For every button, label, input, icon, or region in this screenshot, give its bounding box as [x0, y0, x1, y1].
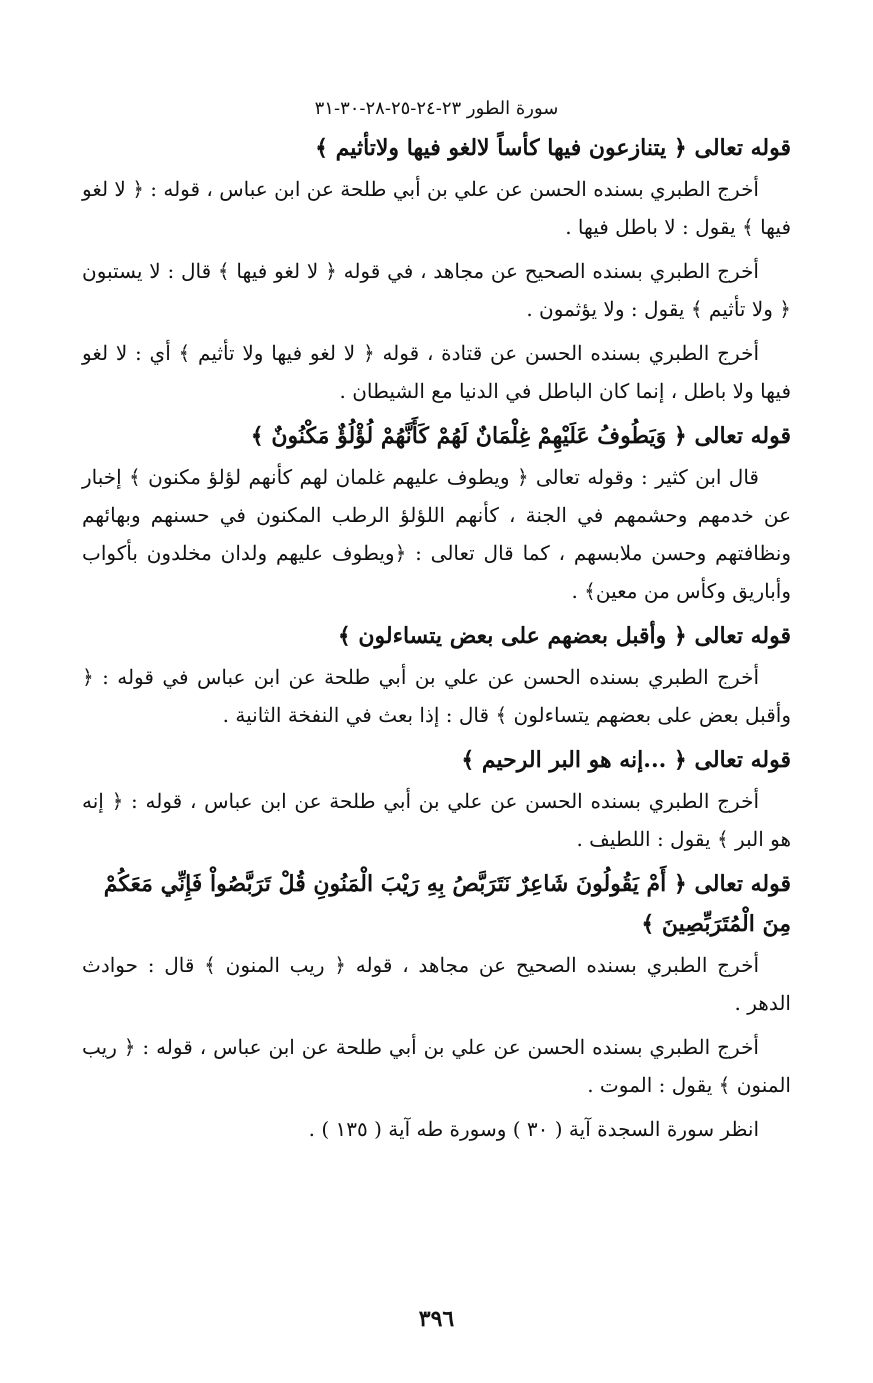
running-header: سورة الطور ٢٣-٢٤-٢٥-٢٨-٣٠-٣١: [314, 98, 559, 119]
section-2: [82, 416, 791, 610]
section-heading: قوله تعالى ﴿ وأقبل بعضهم على بعض يتساءلون ﴾: [337, 623, 791, 649]
cross-reference-note: انظر سورة السجدة آية ( ٣٠ ) وسورة طه آية ( ١٣٥ ) .: [308, 1117, 759, 1141]
paragraph: أخرج الطبري بسنده الحسن عن علي بن أبي طلحة عن ابن عباس في قوله : ﴿ وأقبل بعض على بعضهم يتساءلون ﴾ قال : إذا بعث في النفخة الثانية .: [82, 665, 791, 727]
section-1: [82, 128, 791, 410]
paragraph: أخرج الطبري بسنده الحسن عن علي بن أبي طلحة عن ابن عباس ، قوله : ﴿ لا لغو فيها ﴾ يقول : لا باطل فيها .: [82, 177, 791, 239]
paragraph: أخرج الطبري بسنده الصحيح عن مجاهد ، في قوله ﴿ لا لغو فيها ﴾ قال : لا يستبون ﴿ ولا تأثيم ﴾ يقول : ولا يؤثمون .: [82, 259, 791, 321]
section-heading: قوله تعالى ﴿ وَيَطُوفُ عَلَيْهِمْ غِلْمَانٌ لَهُمْ كَأَنَّهُمْ لُؤْلُؤٌ مَكْنُونٌ ﴾: [250, 423, 791, 449]
section-3: [82, 616, 791, 734]
paragraph: قال ابن كثير : وقوله تعالى ﴿ ويطوف عليهم غلمان لهم كأنهم لؤلؤ مكنون ﴾ إخبار عن خدمهم وحشمهم في الجنة ، كأنهم اللؤلؤ الرطب المكنون في حسنهم وبهائهم ونظافتهم وحسن ملابسهم ، كما قال تعالى : ﴿ويطوف عليهم ولدان مخلدون بأكواب وأباريق وكأس من معين﴾ .: [82, 465, 791, 603]
paragraph: أخرج الطبري بسنده الحسن عن قتادة ، قوله ﴿ لا لغو فيها ولا تأثيم ﴾ أي : لا لغو فيها ولا باطل ، إنما كان الباطل في الدنيا مع الشيطان .: [82, 341, 791, 403]
paragraph: أخرج الطبري بسنده الصحيح عن مجاهد ، قوله ﴿ ريب المنون ﴾ قال : حوادث الدهر .: [82, 953, 791, 1015]
page-number: ٣٩٦: [418, 1306, 455, 1332]
section-heading: قوله تعالى ﴿ يتنازعون فيها كأساً لالغو فيها ولاتأثيم ﴾: [315, 135, 791, 161]
section-4: [82, 740, 791, 858]
section-heading: قوله تعالى ﴿ ...إنه هو البر الرحيم ﴾: [461, 747, 791, 773]
paragraph: أخرج الطبري بسنده الحسن عن علي بن أبي طلحة عن ابن عباس ، قوله : ﴿ ريب المنون ﴾ يقول : الموت .: [82, 1035, 791, 1097]
section-heading: قوله تعالى ﴿ أَمْ يَقُولُونَ شَاعِرٌ نَتَرَبَّصُ بِهِ رَيْبَ الْمَنُونِ قُلْ تَرَبَّصُواْ فَإِنِّي مَعَكُمْ مِنَ الْمُتَرَبِّصِينَ ﴾: [103, 871, 791, 937]
section-5: [82, 864, 791, 1104]
paragraph: أخرج الطبري بسنده الحسن عن علي بن أبي طلحة عن ابن عباس ، قوله : ﴿ إنه هو البر ﴾ يقول : اللطيف .: [82, 789, 791, 851]
